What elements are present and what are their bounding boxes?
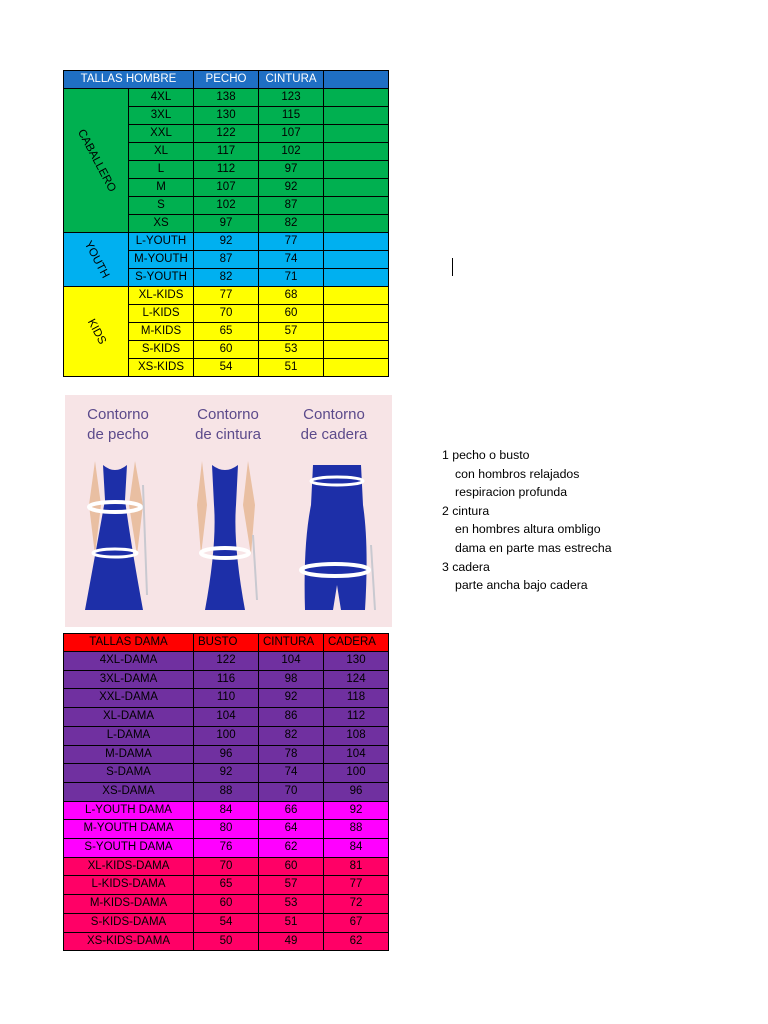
busto-cell: 54 [194,913,259,932]
busto-cell: 96 [194,745,259,764]
size-cell: L-KIDS [129,305,194,323]
pecho-cell: 77 [194,287,259,305]
cadera-cell: 104 [324,745,389,764]
size-cell: 4XL-DAMA [64,652,194,671]
cintura-cell: 87 [259,197,324,215]
busto-cell: 60 [194,895,259,914]
cadera-cell: 130 [324,652,389,671]
cintura-cell: 82 [259,215,324,233]
header-pecho: PECHO [194,71,259,89]
label-contorno-cadera: Contorno de cadera [300,406,368,443]
size-cell: L-YOUTH DAMA [64,801,194,820]
size-cell: L-YOUTH [129,233,194,251]
table-row [64,652,389,671]
cintura-cell: 66 [259,801,324,820]
note-line: respiracion profunda [455,485,568,500]
cintura-cell: 102 [259,143,324,161]
text-cursor [452,258,453,276]
cadera-cell: 112 [324,708,389,727]
pecho-cell: 122 [194,125,259,143]
busto-cell: 110 [194,689,259,708]
cintura-cell: 53 [259,341,324,359]
empty-cell [324,125,389,143]
cintura-cell: 82 [259,726,324,745]
size-cell: S-DAMA [64,764,194,783]
cintura-cell: 51 [259,359,324,377]
pecho-cell: 65 [194,323,259,341]
table-row [64,913,389,932]
cadera-cell: 62 [324,932,389,951]
cintura-cell: 86 [259,708,324,727]
size-cell: XXL-DAMA [64,689,194,708]
table-row [64,839,389,858]
measurement-diagram [65,395,392,627]
busto-cell: 100 [194,726,259,745]
size-cell: 3XL-DAMA [64,670,194,689]
cintura-cell: 49 [259,932,324,951]
table-row [64,782,389,801]
cadera-cell: 108 [324,726,389,745]
cadera-cell: 118 [324,689,389,708]
size-cell: S-YOUTH DAMA [64,839,194,858]
size-cell: S-KIDS [129,341,194,359]
cintura-cell: 68 [259,287,324,305]
size-cell: XXL [129,125,194,143]
empty-cell [324,269,389,287]
header-empty [324,71,389,89]
size-cell: XS [129,215,194,233]
cadera-cell: 124 [324,670,389,689]
men-table-header [64,71,389,89]
table-row [64,708,389,727]
header-tallas-dama: TALLAS DAMA [64,634,194,652]
size-cell: M-YOUTH DAMA [64,820,194,839]
empty-cell [324,251,389,269]
note-line: en hombres altura ombligo [455,522,601,537]
note-line: parte ancha bajo cadera [455,578,588,593]
cintura-cell: 78 [259,745,324,764]
group-label-caballero: CABALLERO [64,89,129,233]
header-cintura: CINTURA [259,634,324,652]
table-row [64,764,389,783]
cintura-cell: 104 [259,652,324,671]
table-row [64,876,389,895]
table-row [64,233,389,251]
pecho-cell: 60 [194,341,259,359]
cadera-cell: 100 [324,764,389,783]
header-cintura: CINTURA [259,71,324,89]
table-row [64,726,389,745]
empty-cell [324,305,389,323]
table-row [64,670,389,689]
group-label-youth: YOUTH [64,233,129,287]
cintura-cell: 62 [259,839,324,858]
cadera-cell: 88 [324,820,389,839]
women-table-header [64,634,389,652]
size-cell: M [129,179,194,197]
pecho-cell: 117 [194,143,259,161]
cintura-cell: 107 [259,125,324,143]
table-row [64,820,389,839]
note-line: 1 pecho o busto [442,448,530,462]
label-contorno-pecho: Contorno de pecho [87,406,149,443]
cadera-cell: 72 [324,895,389,914]
cadera-cell: 81 [324,857,389,876]
group-label-kids: KIDS [64,287,129,377]
cintura-cell: 97 [259,161,324,179]
empty-cell [324,215,389,233]
table-row [64,287,389,305]
busto-cell: 76 [194,839,259,858]
size-cell: M-KIDS-DAMA [64,895,194,914]
size-cell: XL-KIDS-DAMA [64,857,194,876]
size-cell: 3XL [129,107,194,125]
cintura-cell: 74 [259,251,324,269]
size-cell: S [129,197,194,215]
cintura-cell: 115 [259,107,324,125]
note-line: dama en parte mas estrecha [455,540,612,555]
cintura-cell: 51 [259,913,324,932]
size-cell: XS-KIDS-DAMA [64,932,194,951]
size-cell: L-KIDS-DAMA [64,876,194,895]
empty-cell [324,89,389,107]
women-size-table [63,633,389,951]
busto-cell: 116 [194,670,259,689]
busto-cell: 104 [194,708,259,727]
cintura-cell: 60 [259,857,324,876]
empty-cell [324,359,389,377]
size-cell: 4XL [129,89,194,107]
size-cell: M-YOUTH [129,251,194,269]
cintura-cell: 123 [259,89,324,107]
table-row [64,895,389,914]
busto-cell: 50 [194,932,259,951]
cintura-cell: 60 [259,305,324,323]
cintura-cell: 71 [259,269,324,287]
cintura-cell: 64 [259,820,324,839]
table-row [64,689,389,708]
table-row [64,745,389,764]
pecho-cell: 97 [194,215,259,233]
size-cell: L-DAMA [64,726,194,745]
busto-cell: 65 [194,876,259,895]
pecho-cell: 138 [194,89,259,107]
size-cell: XL-KIDS [129,287,194,305]
size-cell: S-KIDS-DAMA [64,913,194,932]
pecho-cell: 82 [194,269,259,287]
busto-cell: 88 [194,782,259,801]
table-row [64,857,389,876]
size-cell: S-YOUTH [129,269,194,287]
size-cell: M-DAMA [64,745,194,764]
empty-cell [324,179,389,197]
table-row [64,89,389,107]
empty-cell [324,287,389,305]
pecho-cell: 102 [194,197,259,215]
empty-cell [324,233,389,251]
pecho-cell: 107 [194,179,259,197]
busto-cell: 122 [194,652,259,671]
pecho-cell: 54 [194,359,259,377]
cadera-cell: 92 [324,801,389,820]
size-cell: XL-DAMA [64,708,194,727]
empty-cell [324,197,389,215]
size-cell: XS-KIDS [129,359,194,377]
busto-cell: 92 [194,764,259,783]
note-line: con hombros relajados [455,466,580,481]
pecho-cell: 70 [194,305,259,323]
empty-cell [324,323,389,341]
cintura-cell: 70 [259,782,324,801]
cintura-cell: 92 [259,689,324,708]
cadera-cell: 84 [324,839,389,858]
measurement-notes [442,446,612,595]
empty-cell [324,341,389,359]
busto-cell: 70 [194,857,259,876]
cintura-cell: 53 [259,895,324,914]
label-contorno-cintura: Contorno de cintura [195,406,261,443]
size-cell: L [129,161,194,179]
cintura-cell: 57 [259,323,324,341]
cadera-cell: 77 [324,876,389,895]
empty-cell [324,161,389,179]
size-cell: XL [129,143,194,161]
cadera-cell: 96 [324,782,389,801]
empty-cell [324,143,389,161]
cintura-cell: 92 [259,179,324,197]
pecho-cell: 112 [194,161,259,179]
cintura-cell: 57 [259,876,324,895]
note-line: 3 cadera [442,559,490,574]
note-line: 2 cintura [442,503,490,518]
header-tallas-hombre: TALLAS HOMBRE [64,71,194,89]
busto-cell: 80 [194,820,259,839]
cintura-cell: 98 [259,670,324,689]
table-row [64,801,389,820]
pecho-cell: 87 [194,251,259,269]
header-busto: BUSTO [194,634,259,652]
men-size-table [63,70,389,377]
size-cell: XS-DAMA [64,782,194,801]
cintura-cell: 74 [259,764,324,783]
empty-cell [324,107,389,125]
header-cadera: CADERA [324,634,389,652]
cintura-cell: 77 [259,233,324,251]
table-row [64,932,389,951]
cadera-cell: 67 [324,913,389,932]
pecho-cell: 130 [194,107,259,125]
busto-cell: 84 [194,801,259,820]
size-cell: M-KIDS [129,323,194,341]
pecho-cell: 92 [194,233,259,251]
